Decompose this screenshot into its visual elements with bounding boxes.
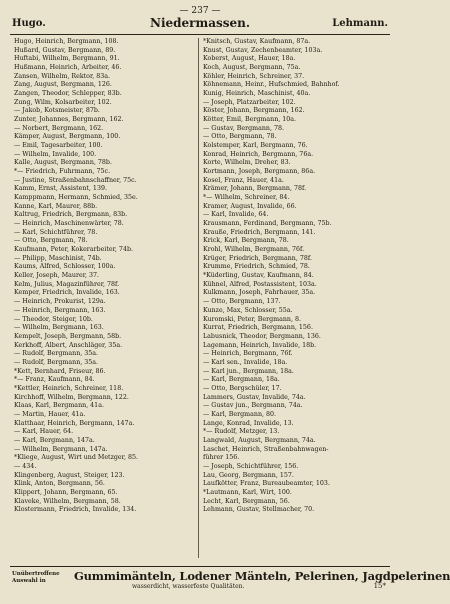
directory-entry: Kemper, Friedrich, Invalide, 163.: [14, 289, 120, 297]
directory-entry: Klippert, Johann, Bergmann, 65.: [14, 488, 118, 496]
directory-entry: Kurrat, Friedrich, Bergmann, 156.: [203, 324, 313, 332]
directory-entry: Klaveke, Wilhelm, Bergmann, 58.: [14, 497, 121, 505]
directory-entry: *Knitsch, Gustav, Kaufmann, 87a.: [203, 38, 311, 45]
page-number: — 237 —: [179, 6, 221, 16]
directory-entry: Kalle, August, Bergmann, 78b.: [14, 159, 112, 167]
directory-entry: Kramer, August, Invalide, 66.: [203, 202, 297, 210]
directory-entry: — Wilhelm, Bergmann, 147a.: [14, 445, 108, 453]
directory-entry: Krohl, Wilhelm, Bergmann, 76f.: [203, 246, 305, 254]
printer-signature: 15*: [373, 582, 386, 590]
directory-entry: Kaltrug, Friedrich, Bergmann, 83b.: [14, 211, 128, 219]
directory-entry: — Wilhelm, Invalide, 100.: [14, 150, 97, 158]
directory-entry: Klaas, Karl, Bergmann, 41a.: [14, 402, 104, 410]
directory-entry: — Joseph, Platzarbeiter, 102.: [203, 98, 296, 106]
directory-entry: — Heinrich, Maschinenwärter, 78.: [14, 220, 124, 228]
directory-entry: Krämer, Johann, Bergmann, 78f.: [203, 185, 307, 193]
directory-entry: — Norbert, Bergmann, 162.: [14, 124, 104, 132]
directory-entry: — Gustav, Bergmann, 78.: [203, 124, 284, 132]
left-column: [14, 38, 200, 515]
directory-entry: Kempelt, Joseph, Bergmann, 58b.: [14, 332, 122, 340]
directory-entry: Kaufmann, Peter, Kokerarbeiter, 74b.: [14, 246, 133, 254]
directory-entry: — Otto, Bergmann, 78.: [14, 237, 88, 245]
directory-entry: — Karl, Hauer, 64.: [14, 428, 74, 436]
directory-entry: Kosel, Franz, Hauer, 41a.: [203, 176, 284, 184]
directory-entry: Kuromski, Peter, Bergmann, 8.: [203, 315, 301, 323]
directory-entry: Laschet, Heinrich, Straßenbahnwagen-: [203, 445, 329, 453]
directory-entry: Huftabi, Wilhelm, Bergmann, 91.: [14, 55, 120, 63]
directory-entry: *— Rudolf, Metzger, 13.: [203, 428, 280, 436]
directory-entry: — Karl, Bergmann, 80.: [203, 410, 277, 418]
directory-entry: Krauße, Friedrich, Bergmann, 141.: [203, 228, 316, 236]
directory-entry: *Lautmann, Karl, Wirt, 100.: [203, 488, 292, 496]
directory-entry: Zunter, Johannes, Bergmann, 162.: [14, 116, 124, 124]
directory-entry: Lau, Georg, Bergmann, 157.: [203, 471, 294, 479]
directory-entry: — Philipp, Maschinist, 74b.: [14, 254, 102, 262]
directory-entry: Krick, Karl, Bergmann, 78.: [203, 237, 289, 245]
directory-entry: *Kett, Bernhard, Friseur, 86.: [14, 367, 106, 375]
directory-entry: Zangen, Theodor, Schlepper, 83b.: [14, 90, 122, 98]
directory-entry: Kühnel, Alfred, Postassistent, 103a.: [203, 280, 317, 288]
directory-entry: *— Friedrich, Fuhrmann, 75c.: [14, 168, 111, 176]
directory-entry: — Joseph, Schichtführer, 156.: [203, 462, 299, 470]
directory-entry: — Heinrich, Prokurist, 129a.: [14, 298, 106, 306]
directory-entry: — Otto, Bergschüler, 17.: [203, 384, 282, 392]
directory-entry: Kamm, Ernst, Assistent, 139.: [14, 185, 107, 193]
directory-entry: Köhnemann, Heinr., Hufschmied, Bahnhof.: [203, 81, 340, 89]
directory-entry: Klostermann, Friedrich, Invalide, 134.: [14, 506, 137, 514]
directory-entry: — Heinrich, Bergmann, 163.: [14, 306, 106, 314]
directory-entry: Kötter, Emil, Bergmann, 10a.: [203, 116, 297, 124]
directory-entry: — Karl, Invalide, 64.: [203, 211, 269, 219]
directory-entry: Koch, August, Bergmann, 75a.: [203, 64, 301, 72]
directory-entry: Kolstemper, Karl, Bergmann, 76.: [203, 142, 308, 150]
directory-entry: — Gustav jun., Bergmann, 74a.: [203, 402, 303, 410]
directory-entry: Krausmann, Ferdinand, Bergmann, 75b.: [203, 220, 332, 228]
directory-entry: — Karl sen., Invalide, 18a.: [203, 358, 288, 366]
directory-entry: Kunig, Heinrich, Maschinist, 40a.: [203, 90, 311, 98]
directory-entry: Klatthaar, Heinrich, Bergmann, 147a.: [14, 419, 135, 427]
directory-entry: Lagemann, Heinrich, Invalide, 18b.: [203, 341, 317, 349]
ad-label: [12, 571, 60, 585]
directory-entry: — Karl, Bergmann, 147a.: [14, 436, 95, 444]
directory-entry: Langwald, August, Bergmann, 74a.: [203, 436, 316, 444]
directory-entry: Knust, Gustav, Zechenbeamter, 103a.: [203, 46, 323, 54]
directory-entry: — Wilhelm, Bergmann, 163.: [14, 324, 104, 332]
directory-entry: Zung, Wilm, Kolsarbeiter, 102.: [14, 98, 112, 106]
directory-entry: — Otto, Bergmann, 137.: [203, 298, 281, 306]
directory-entry: Kirchhoff, Wilhelm, Bergmann, 122.: [14, 393, 129, 401]
footer-advertisement: [12, 569, 450, 592]
directory-entry: — Otto, Bergmann, 78.: [203, 133, 277, 141]
directory-entry: Kaums, Alfred, Schlosser, 100a.: [14, 263, 116, 271]
directory-entry: *— Wilhelm, Schreiner, 84.: [203, 194, 290, 202]
header-rule: [10, 34, 390, 35]
directory-entry: Köster, Johann, Bergmann, 162.: [203, 107, 305, 115]
directory-entry: Köhler, Heinrich, Schreiner, 37.: [203, 72, 305, 80]
directory-entry: — Heinrich, Bergmann, 76f.: [203, 350, 293, 358]
directory-entry: Krumme, Friedrich, Schmied, 78.: [203, 263, 310, 271]
column-divider: [198, 38, 199, 558]
directory-entry: Lammers, Gustav, Invalide, 74a.: [203, 393, 306, 401]
directory-entry: — Karl jun., Bergmann, 18a.: [203, 367, 294, 375]
directory-entry: *— Franz, Kaufmann, 84.: [14, 376, 95, 384]
directory-entry: Keller, Joseph, Maurer, 37.: [14, 272, 100, 280]
page-header: [10, 18, 390, 32]
directory-entry: — Rudolf, Bergmann, 35a.: [14, 350, 99, 358]
directory-entry: Hußard, Gustav, Bergmann, 89.: [14, 46, 116, 54]
directory-entry: Laufkötter, Franz, Bureaubeamter, 103.: [203, 480, 330, 488]
directory-entry: Krüger, Friedrich, Bergmann, 78f.: [203, 254, 312, 262]
directory-entry: Kamppmann, Hermann, Schmied, 35e.: [14, 194, 138, 202]
directory-entry: *Kliege, August, Wirt und Metzger, 85.: [14, 454, 138, 462]
right-column: [203, 38, 389, 515]
directory-entry: Konrad, Heinrich, Bergmann, 76a.: [203, 150, 314, 158]
directory-entry: Korte, Wilhelm, Dreher, 83.: [203, 159, 291, 167]
directory-entry: Kulkmann, Joseph, Fahrhauer, 35a.: [203, 289, 316, 297]
ad-label-line2: Auswahl in: [12, 578, 46, 584]
directory-entry: Kanne, Karl, Maurer, 88b.: [14, 202, 98, 210]
directory-entry: Zang, August, Bergmann, 126.: [14, 81, 112, 89]
header-right-word: Lehmann.: [332, 18, 388, 29]
directory-entry: Kämper, August, Bergmann, 100.: [14, 133, 121, 141]
directory-entry: Hußmann, Heinrich, Arbeiter, 46.: [14, 64, 122, 72]
directory-entry: Kunze, Max, Schlosser, 55a.: [203, 306, 293, 314]
directory-entry: Kortmann, Joseph, Bergmann, 86a.: [203, 168, 316, 176]
directory-entry: *Kettler, Heinrich, Schreiner, 118.: [14, 384, 124, 392]
directory-entry: — Theodor, Steiger, 10b.: [14, 315, 93, 323]
directory-entry: Lange, Konrad, Invalide, 13.: [203, 419, 294, 427]
directory-entry: führer 156.: [203, 454, 240, 462]
directory-entry: — Karl, Bergmann, 18a.: [203, 376, 280, 384]
header-title: Niedermassen.: [149, 16, 251, 30]
directory-entry: — Emil, Tagesarbeiter, 100.: [14, 142, 103, 150]
directory-entry: Lecht, Karl, Bergmann, 56.: [203, 497, 290, 505]
directory-entry: Koberst, August, Hauer, 18a.: [203, 55, 296, 63]
directory-entry: Kelm, Julius, Magazinführer, 78f.: [14, 280, 120, 288]
directory-entry: Labusnick, Theodor, Bergmann, 136.: [203, 332, 321, 340]
directory-entry: — Rudolf, Bergmann, 35a.: [14, 358, 99, 366]
directory-entry: — 434.: [14, 462, 37, 470]
directory-entry: Hugo, Heinrich, Bergmann, 108.: [14, 38, 119, 45]
ad-headline: Gummimänteln, Lodener Mänteln, Pelerinen, Jagdpelerinen: [74, 569, 450, 583]
directory-entry: Klingenberg, August, Steiger, 123.: [14, 471, 125, 479]
directory-entry: Lehmann, Gustav, Stellmacher, 70.: [203, 506, 315, 514]
directory-entry: — Jakob, Kotsmeister, 87b.: [14, 107, 100, 115]
directory-entry: *Küderling, Gustav, Kaufmann, 84.: [203, 272, 314, 280]
directory-entry: — Karl, Schichtführer, 78.: [14, 228, 98, 236]
directory-entry: — Martin, Hauer, 41a.: [14, 410, 86, 418]
directory-entry: Kerkhoff, Albert, Anschläger, 35a.: [14, 341, 123, 349]
directory-entry: Zansen, Wilhelm, Rektor, 83a.: [14, 72, 111, 80]
header-left-word: Hugo.: [12, 18, 46, 29]
directory-entry: — Justine, Straßenbahnschaffner, 75c.: [14, 176, 137, 184]
directory-entry: Klink, Anton, Bergmann, 56.: [14, 480, 105, 488]
footer-rule: [10, 566, 390, 567]
ad-subline: wasserdicht, wasserfeste Qualitäten.: [132, 583, 245, 590]
ad-label-line1: Unübertroffene: [12, 571, 60, 577]
